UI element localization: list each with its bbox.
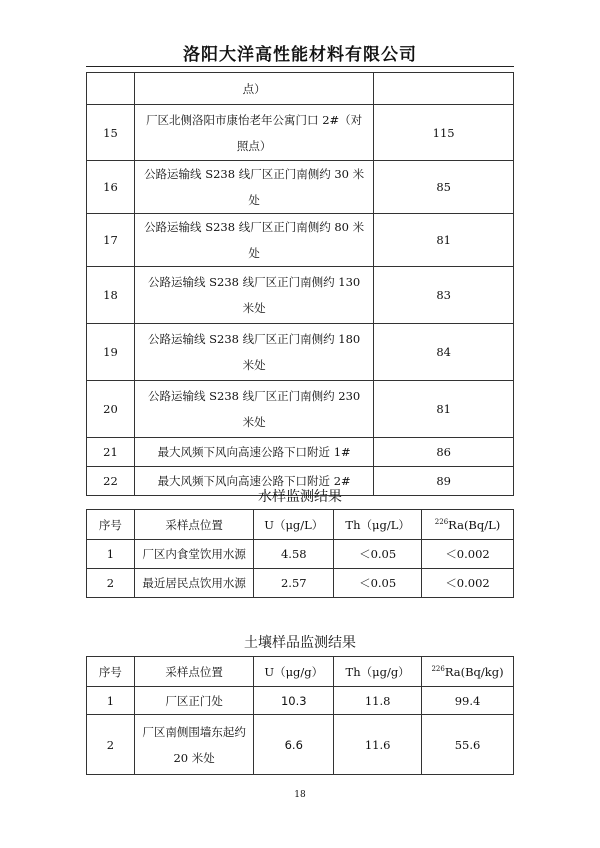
table-cell-no: 1: [87, 687, 135, 715]
table-cell-location: 点）: [134, 73, 373, 105]
ra-unit-label: Ra(Bq/kg): [444, 664, 504, 679]
table-row: [87, 438, 514, 467]
company-header: 洛阳大洋高性能材料有限公司: [183, 45, 417, 65]
table-row: [87, 324, 514, 381]
table-row: [87, 105, 514, 161]
table-cell-value: 81: [374, 381, 514, 438]
table-cell-ra: ＜0.002: [422, 540, 514, 569]
table-row: [87, 267, 514, 324]
table-cell-no: 19: [87, 324, 135, 381]
table-cell-value: 83: [374, 267, 514, 324]
header-u: U（μg/g）: [254, 657, 334, 687]
table-cell-ra: ＜0.002: [422, 569, 514, 598]
table-cell-u: 6.6: [254, 715, 334, 775]
table-cell-location: 厂区内食堂饮用水源: [134, 540, 253, 569]
table-cell-no: 2: [87, 569, 135, 598]
header-divider: [86, 66, 514, 67]
table-cell-th: 11.6: [334, 715, 422, 775]
table-cell-th: ＜0.05: [334, 540, 422, 569]
header-ra: [422, 510, 514, 540]
table-cell-location: 最近居民点饮用水源: [134, 569, 253, 598]
soil-results-table: [86, 656, 514, 775]
header-th: Th（μg/g）: [334, 657, 422, 687]
ra-unit-label: Ra(Bq/L): [448, 517, 501, 532]
table-header-row: [87, 510, 514, 540]
header-u: U（μg/L）: [254, 510, 334, 540]
table-cell-no: 20: [87, 381, 135, 438]
header-no: 序号: [87, 510, 135, 540]
table-cell-location: 公路运输线 S238 线厂区正门南侧约 130 米处: [134, 267, 373, 324]
table-row: [87, 687, 514, 715]
table-cell-no: 1: [87, 540, 135, 569]
page-number: 18: [294, 790, 306, 800]
table-cell-no: 22: [87, 467, 135, 496]
table-cell-value: 89: [374, 467, 514, 496]
table-cell-u: 4.58: [254, 540, 334, 569]
header-ra: [422, 657, 514, 687]
table-cell-value: 84: [374, 324, 514, 381]
header-location: 采样点位置: [134, 510, 253, 540]
table-row: [87, 715, 514, 775]
water-table-title: 水样监测结果: [258, 489, 342, 505]
table-cell-no: 15: [87, 105, 135, 161]
table-cell-location: 公路运输线 S238 线厂区正门南侧约 30 米处: [134, 161, 373, 214]
table-cell: [87, 73, 135, 105]
table-cell-no: 18: [87, 267, 135, 324]
soil-table-title: 土壤样品监测结果: [244, 635, 356, 651]
water-results-table: [86, 509, 514, 598]
table-cell-u: 2.57: [254, 569, 334, 598]
header-no: 序号: [87, 657, 135, 687]
table-cell-location: 最大风频下风向高速公路下口附近 2#: [134, 467, 373, 496]
ra-isotope-sup: 226: [431, 664, 445, 673]
table-row: [87, 381, 514, 438]
table-cell-location: 厂区北侧洛阳市康怡老年公寓门口 2#（对照点）: [134, 105, 373, 161]
table-cell-location: 厂区南侧围墙东起约 20 米处: [134, 715, 253, 775]
table-cell-ra: 99.4: [422, 687, 514, 715]
table-cell-location: 厂区正门处: [134, 687, 253, 715]
table-cell-value: 86: [374, 438, 514, 467]
table-cell-location: 公路运输线 S238 线厂区正门南侧约 80 米处: [134, 214, 373, 267]
table-cell-no: 21: [87, 438, 135, 467]
table-cell-value: 115: [374, 105, 514, 161]
table-cell: [374, 73, 514, 105]
table-row: [87, 161, 514, 214]
table-cell-ra: 55.6: [422, 715, 514, 775]
table-cell-location: 公路运输线 S238 线厂区正门南侧约 230 米处: [134, 381, 373, 438]
table-cell-location: 公路运输线 S238 线厂区正门南侧约 180 米处: [134, 324, 373, 381]
table-cell-no: 2: [87, 715, 135, 775]
table-row: [87, 569, 514, 598]
table-cell-location: 最大风频下风向高速公路下口附近 1#: [134, 438, 373, 467]
table-header-row: [87, 657, 514, 687]
table-cell-u: 10.3: [254, 687, 334, 715]
table-cell-value: 81: [374, 214, 514, 267]
header-th: Th（μg/L）: [334, 510, 422, 540]
monitoring-table: [86, 72, 514, 496]
header-location: 采样点位置: [134, 657, 253, 687]
table-cell-th: 11.8: [334, 687, 422, 715]
ra-isotope-sup: 226: [434, 517, 449, 526]
table-cell-th: ＜0.05: [334, 569, 422, 598]
table-cell-value: 85: [374, 161, 514, 214]
table-row: [87, 214, 514, 267]
table-row: [87, 540, 514, 569]
table-cell-no: 17: [87, 214, 135, 267]
table-row: [87, 73, 514, 105]
table-cell-no: 16: [87, 161, 135, 214]
